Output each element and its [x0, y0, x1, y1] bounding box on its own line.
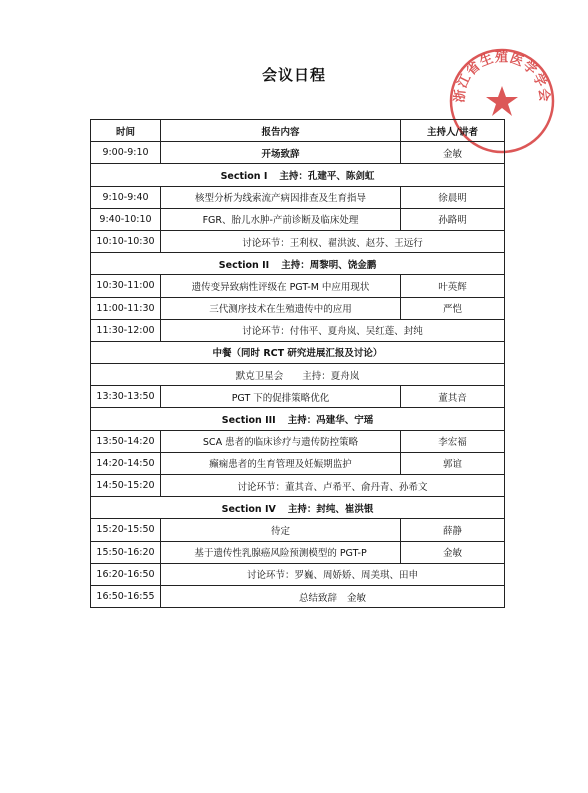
table-row	[91, 452, 505, 474]
discussion-cell: 讨论环节：王利权、翟洪波、赵芬、王远行	[161, 230, 505, 252]
table-row	[91, 297, 505, 319]
table-row	[91, 275, 505, 297]
closing-row	[91, 585, 505, 607]
time-cell: 11:30-12:00	[91, 319, 161, 341]
table-row	[91, 186, 505, 208]
host-cell: 董其音	[401, 386, 505, 408]
table-row	[91, 386, 505, 408]
section-cell	[91, 253, 505, 275]
time-cell: 16:20-16:50	[91, 563, 161, 585]
time-cell: 14:50-15:20	[91, 475, 161, 497]
section-cell	[91, 497, 505, 519]
section-row	[91, 497, 505, 519]
closing-topic: 总结致辞	[298, 592, 337, 604]
discussion-cell: 讨论环节：付伟平、夏舟岚、吴红莲、封纯	[161, 319, 505, 341]
section-label: Section IV	[221, 503, 276, 515]
host-cell: 金敏	[401, 541, 505, 563]
discussion-cell: 讨论环节：董其音、卢希平、俞丹青、孙希文	[161, 475, 505, 497]
section-hosts: 主持：封纯、崔洪银	[287, 503, 374, 515]
table-row	[91, 319, 505, 341]
time-cell: 9:00-9:10	[91, 142, 161, 164]
satellite-cell: 默克卫星会 主持：夏舟岚	[91, 364, 505, 386]
time-cell: 9:40-10:10	[91, 208, 161, 230]
time-cell: 13:30-13:50	[91, 386, 161, 408]
section-row	[91, 164, 505, 186]
topic-cell: 核型分析为线索流产病因排查及生育指导	[161, 186, 401, 208]
section-row	[91, 253, 505, 275]
topic-cell: 遗传变异致病性评级在 PGT-M 中应用现状	[161, 275, 401, 297]
closing-cell	[161, 585, 505, 607]
table-row	[91, 541, 505, 563]
time-cell: 9:10-9:40	[91, 186, 161, 208]
table-row	[91, 563, 505, 585]
time-cell: 11:00-11:30	[91, 297, 161, 319]
table-row	[91, 475, 505, 497]
host-cell: 薛静	[401, 519, 505, 541]
header-topic: 报告内容	[161, 120, 401, 142]
host-cell: 孙路明	[401, 208, 505, 230]
host-cell: 严恺	[401, 297, 505, 319]
lunch-cell: 中餐（同时 RCT 研究进展汇报及讨论）	[91, 341, 505, 363]
schedule-table	[90, 119, 505, 608]
topic-cell: 三代测序技术在生殖遗传中的应用	[161, 297, 401, 319]
topic-cell: SCA 患者的临床诊疗与遗传防控策略	[161, 430, 401, 452]
time-cell: 10:10-10:30	[91, 230, 161, 252]
section-label: Section I	[220, 170, 268, 182]
section-hosts: 主持：冯建华、宁瑶	[287, 415, 374, 427]
satellite-row	[91, 364, 505, 386]
time-cell: 14:20-14:50	[91, 452, 161, 474]
topic-cell: 基于遗传性乳腺癌风险预测模型的 PGT-P	[161, 541, 401, 563]
topic-cell: PGT 下的促排策略优化	[161, 386, 401, 408]
time-cell: 16:50-16:55	[91, 585, 161, 607]
topic-cell: FGR、胎儿水肿-产前诊断及临床处理	[161, 208, 401, 230]
host-cell: 徐晨明	[401, 186, 505, 208]
section-cell	[91, 408, 505, 430]
topic-cell: 开场致辞	[161, 142, 401, 164]
host-cell: 李宏福	[401, 430, 505, 452]
table-row	[91, 230, 505, 252]
time-cell: 15:50-16:20	[91, 541, 161, 563]
table-row	[91, 430, 505, 452]
header-time: 时间	[91, 120, 161, 142]
section-label: Section II	[218, 259, 270, 271]
host-cell: 郭谊	[401, 452, 505, 474]
host-cell: 叶英辉	[401, 275, 505, 297]
table-header-row	[91, 120, 505, 142]
table-row	[91, 519, 505, 541]
table-row	[91, 208, 505, 230]
page-title: 会议日程	[261, 66, 326, 84]
section-row	[91, 408, 505, 430]
svg-text:浙江省生殖医学学会: 浙江省生殖医学学会	[452, 50, 552, 104]
table-row	[91, 142, 505, 164]
discussion-cell: 讨论环节：罗巍、周娇娇、周美琪、田申	[161, 563, 505, 585]
section-hosts: 主持：孔建平、陈剑虹	[279, 170, 375, 182]
time-cell: 13:50-14:20	[91, 430, 161, 452]
topic-cell: 癫痫患者的生育管理及妊娠期监护	[161, 452, 401, 474]
time-cell: 15:20-15:50	[91, 519, 161, 541]
topic-cell: 待定	[161, 519, 401, 541]
section-label: Section III	[221, 415, 276, 427]
host-cell: 金敏	[401, 142, 505, 164]
time-cell: 10:30-11:00	[91, 275, 161, 297]
closing-host: 金敏	[347, 592, 367, 604]
lunch-row	[91, 341, 505, 363]
section-hosts: 主持：周黎明、饶金鹏	[281, 259, 377, 271]
section-cell	[91, 164, 505, 186]
header-host: 主持人/讲者	[401, 120, 505, 142]
